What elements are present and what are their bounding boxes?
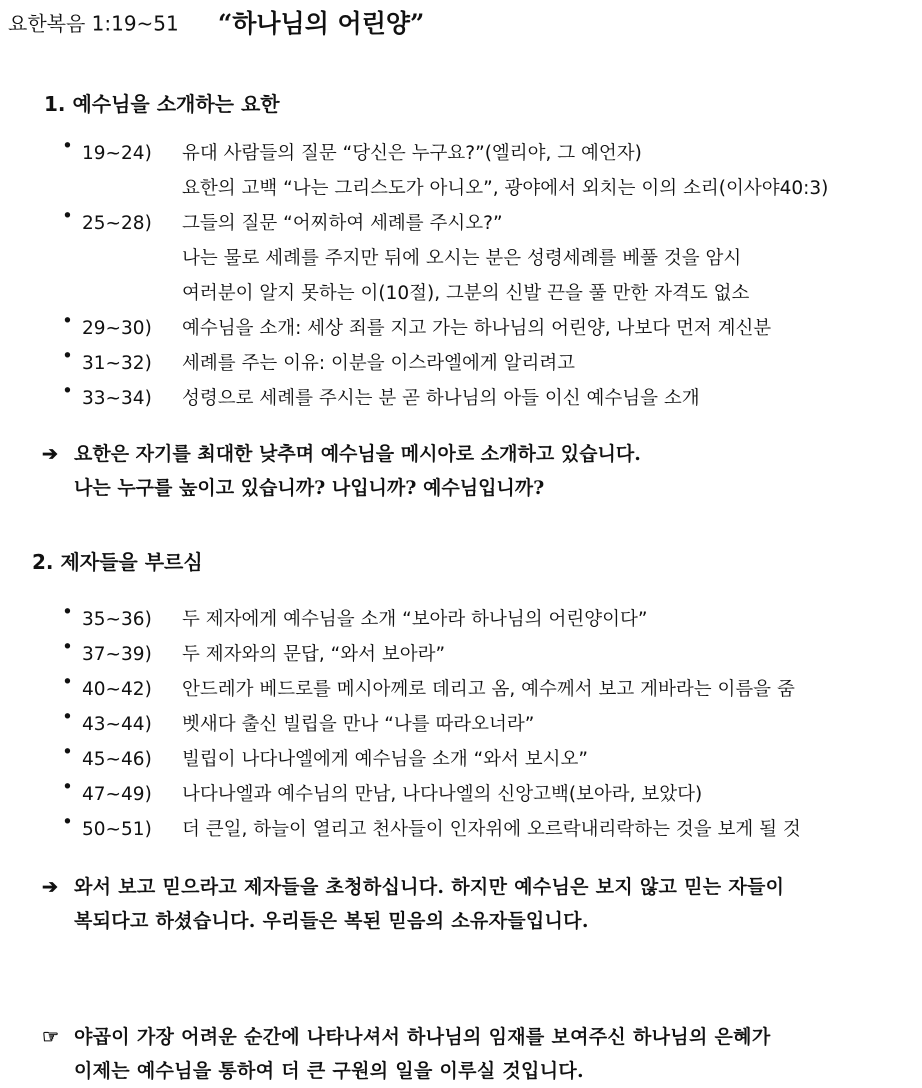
list-item xyxy=(62,777,801,812)
verse-range: 47~49) xyxy=(82,784,152,805)
bullet-icon: • xyxy=(62,707,73,728)
bullet-icon: • xyxy=(62,742,73,763)
sermon-title: “하나님의 어린양” xyxy=(217,9,425,38)
summary-line: 와서 보고 믿으라고 제자들을 초청하십니다. 하지만 예수님은 보지 않고 믿는 자들이 xyxy=(74,876,785,898)
item-text: 성령으로 세례를 주시는 분 곧 하나님의 아들 이신 예수님을 소개 xyxy=(182,388,700,409)
verse-range: 43~44) xyxy=(82,714,152,735)
verse-range: 40~42) xyxy=(82,679,152,700)
bullet-icon: • xyxy=(62,346,73,367)
item-text: 두 제자와의 문답, “와서 보아라” xyxy=(182,644,446,665)
bullet-icon: • xyxy=(62,602,73,623)
summary-line: 복되다고 하셨습니다. 우리들은 복된 믿음의 소유자들입니다. xyxy=(74,910,589,932)
bullet-icon: • xyxy=(62,206,73,227)
item-text: 벳새다 출신 빌립을 만나 “나를 따라오너라” xyxy=(182,714,535,735)
item-text: 두 제자에게 예수님을 소개 “보아라 하나님의 어린양이다” xyxy=(182,609,648,630)
section-1-list xyxy=(62,136,828,416)
verse-range: 19~24) xyxy=(82,143,152,164)
item-text: 더 큰일, 하늘이 열리고 천사들이 인자위에 오르락내리락하는 것을 보게 될 것 xyxy=(182,819,801,840)
item-text-continued: 요한의 고백 “나는 그리스도가 아니오”, 광야에서 외치는 이의 소리(이사야40:3) xyxy=(182,178,829,199)
list-item xyxy=(62,136,828,206)
item-text: 안드레가 베드로를 메시아께로 데리고 옴, 예수께서 보고 게바라는 이름을 줌 xyxy=(182,679,795,700)
verse-range: 33~34) xyxy=(82,388,152,409)
pointing-hand-icon: ☞ xyxy=(42,1026,60,1048)
section-1-summary xyxy=(42,437,641,505)
document-header xyxy=(8,4,424,40)
bullet-icon: • xyxy=(62,311,73,332)
item-text: 세례를 주는 이유: 이분을 이스라엘에게 알리려고 xyxy=(182,353,576,374)
bullet-icon: • xyxy=(62,672,73,693)
list-item xyxy=(62,311,828,346)
list-item xyxy=(62,206,828,311)
verse-range: 50~51) xyxy=(82,819,152,840)
section-2-summary xyxy=(42,870,784,938)
bullet-icon: • xyxy=(62,812,73,833)
arrow-icon: ➔ xyxy=(42,876,59,898)
list-item xyxy=(62,346,828,381)
item-text: 빌립이 나다나엘에게 예수님을 소개 “와서 보시오” xyxy=(182,749,588,770)
summary-line: 나는 누구를 높이고 있습니까? 나입니까? 예수님입니까? xyxy=(74,477,545,499)
arrow-icon: ➔ xyxy=(42,443,58,465)
item-text: 예수님을 소개: 세상 죄를 지고 가는 하나님의 어린양, 나보다 먼저 계신분 xyxy=(182,318,772,339)
scripture-reference: 요한복음 1:19~51 xyxy=(8,11,179,36)
item-text: 유대 사람들의 질문 “당신은 누구요?”(엘리야, 그 예언자) xyxy=(182,143,642,164)
list-item xyxy=(62,602,801,637)
list-item xyxy=(62,381,828,416)
item-text: 나다나엘과 예수님의 만남, 나다나엘의 신앙고백(보아라, 보았다) xyxy=(182,784,703,805)
list-item xyxy=(62,672,801,707)
list-item xyxy=(62,637,801,672)
section-2-heading: 2. 제자들을 부르심 xyxy=(32,550,203,574)
section-1-heading: 1. 예수님을 소개하는 요한 xyxy=(44,92,280,116)
closing-note xyxy=(42,1020,770,1088)
verse-range: 25~28) xyxy=(82,213,152,234)
bullet-icon: • xyxy=(62,136,73,157)
item-text-continued: 나는 물로 세례를 주지만 뒤에 오시는 분은 성령세례를 베풀 것을 암시 xyxy=(182,248,742,269)
item-text: 그들의 질문 “어찌하여 세례를 주시오?” xyxy=(182,213,503,234)
verse-range: 29~30) xyxy=(82,318,152,339)
bullet-icon: • xyxy=(62,637,73,658)
verse-range: 37~39) xyxy=(82,644,152,665)
section-2-list xyxy=(62,602,801,847)
closing-line: 이제는 예수님을 통하여 더 큰 구원의 일을 이루실 것입니다. xyxy=(74,1060,584,1082)
list-item xyxy=(62,812,801,847)
list-item xyxy=(62,707,801,742)
verse-range: 45~46) xyxy=(82,749,152,770)
bullet-icon: • xyxy=(62,777,73,798)
bullet-icon: • xyxy=(62,381,73,402)
verse-range: 31~32) xyxy=(82,353,152,374)
item-text-continued: 여러분이 알지 못하는 이(10절), 그분의 신발 끈을 풀 만한 자격도 없소 xyxy=(182,283,750,304)
summary-line: 요한은 자기를 최대한 낮추며 예수님을 메시아로 소개하고 있습니다. xyxy=(74,443,641,465)
list-item xyxy=(62,742,801,777)
closing-line: 야곱이 가장 어려운 순간에 나타나셔서 하나님의 임재를 보여주신 하나님의 은혜가 xyxy=(74,1026,771,1048)
verse-range: 35~36) xyxy=(82,609,152,630)
